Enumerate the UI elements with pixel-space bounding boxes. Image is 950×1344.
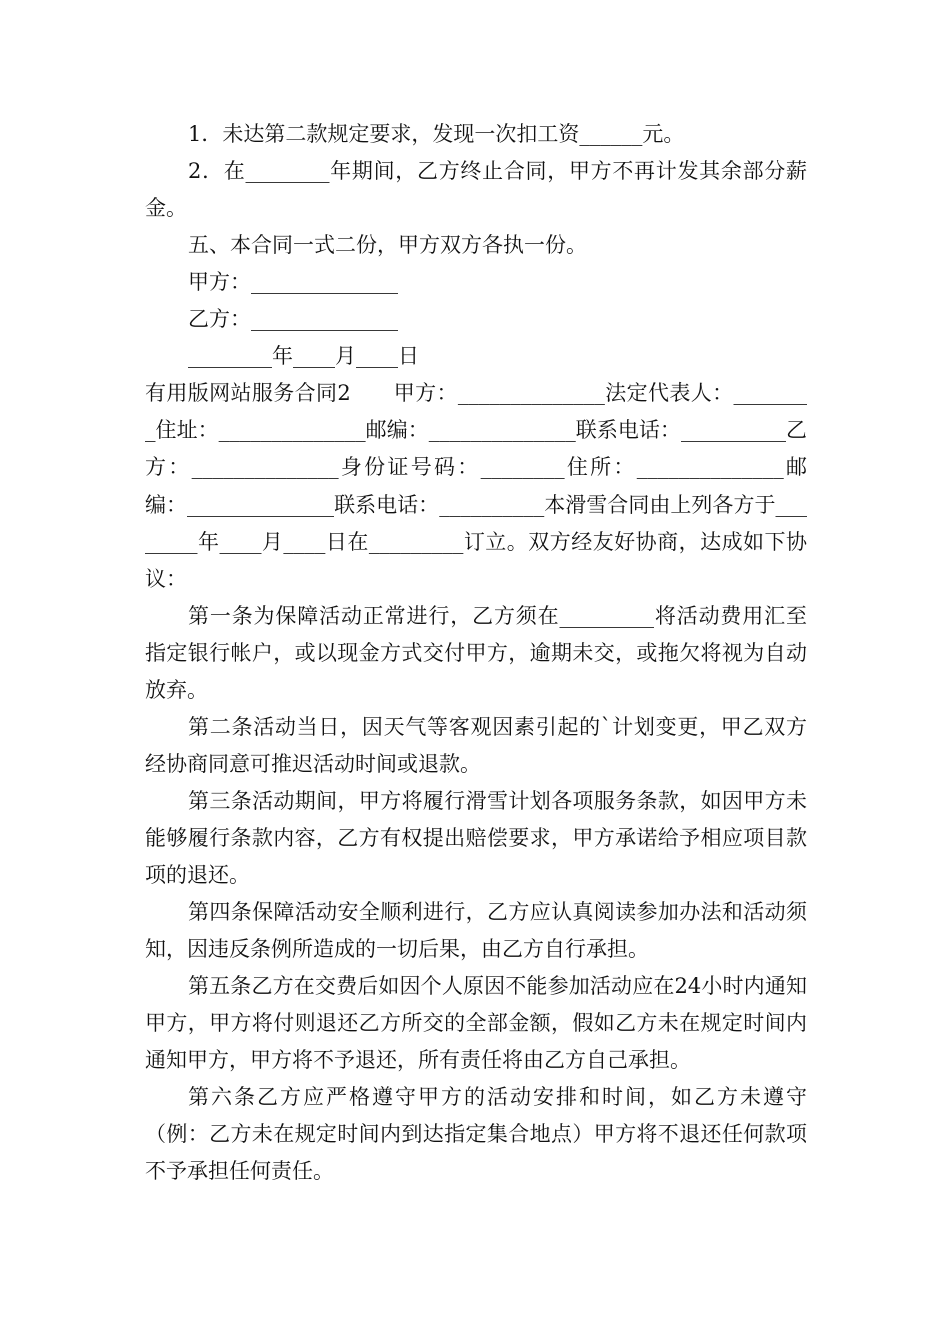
clause-deduction: 1．未达第二款规定要求，发现一次扣工资______元。 (188, 122, 685, 146)
document-page (145, 116, 807, 1190)
article-3: 第三条活动期间，甲方将履行滑雪计划各项服务条款，如因甲方未能够履行条款内容，乙方有权提出赔偿要求，甲方承诺给予相应项目款项的退还。 (145, 789, 807, 888)
party-a-signature: 甲方：______________ (188, 270, 398, 294)
party-b-signature: 乙方：______________ (188, 307, 398, 331)
article-6: 第六条乙方应严格遵守甲方的活动安排和时间，如乙方未遵守（例：乙方未在规定时间内到达指定集合地点）甲方将不退还任何款项不予承担任何责任。 (145, 1085, 807, 1184)
contract-2-header: 有用版网站服务合同2 甲方：______________法定代表人：________住址：______________邮编：______________联系电话：__________乙方：______________身份证号码：________住所：______________邮编：______________联系电话：__________本滑雪合同由上列各方于________年____月____日在_________订立。双方经友好协商，达成如下协议： (145, 381, 807, 592)
clause-copies: 五、本合同一式二份，甲方双方各执一份。 (188, 233, 587, 257)
article-1: 第一条为保障活动正常进行，乙方须在_________将活动费用汇至指定银行帐户，或以现金方式交付甲方，逾期未交，或拖欠将视为自动放弃。 (145, 604, 807, 703)
article-5: 第五条乙方在交费后如因个人原因不能参加活动应在24小时内通知甲方，甲方将付则退还乙方所交的全部金额，假如乙方未在规定时间内通知甲方，甲方将不予退还，所有责任将由乙方自己承担。 (145, 974, 807, 1073)
article-2: 第二条活动当日，因天气等客观因素引起的`计划变更，甲乙双方经协商同意可推迟活动时间或退款。 (145, 715, 807, 777)
signature-date: ________年____月____日 (188, 344, 419, 368)
article-4: 第四条保障活动安全顺利进行，乙方应认真阅读参加办法和活动须知，因违反条例所造成的一切后果，由乙方自行承担。 (145, 900, 807, 962)
clause-termination: 2．在________年期间，乙方终止合同，甲方不再计发其余部分薪金。 (145, 159, 807, 220)
